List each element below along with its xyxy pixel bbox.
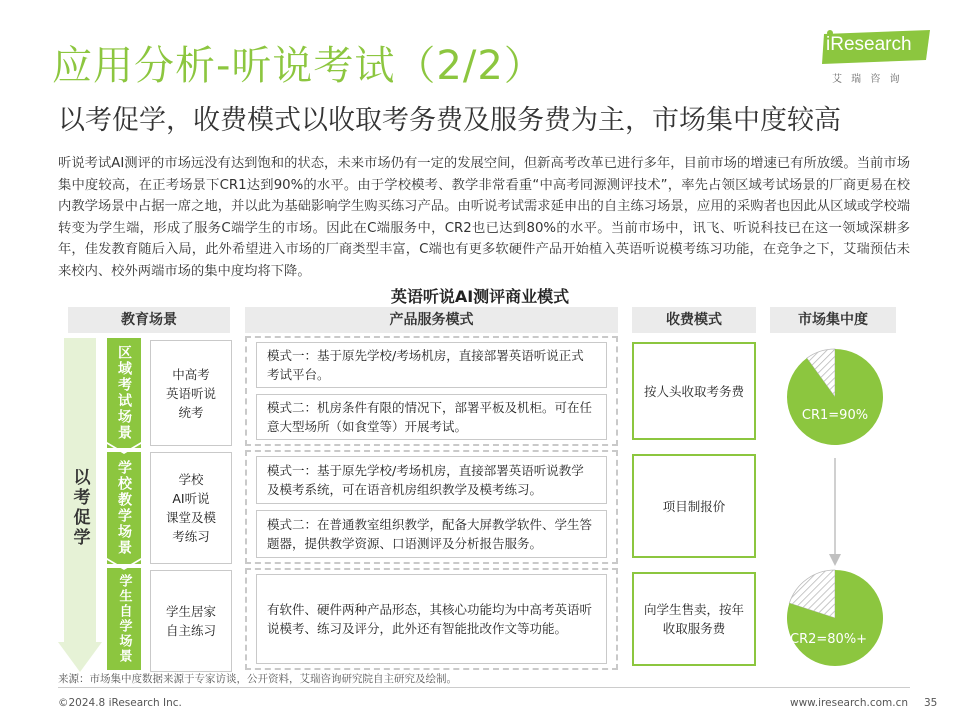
page-subtitle: 以考促学，收费模式以收取考务费及服务费为主，市场集中度较高	[58, 105, 841, 136]
page-title: 应用分析-听说考试（2/2）	[52, 43, 545, 89]
mode-exam-2-text: 模式二：机房条件有限的情况下，部署平板及机柜。可在任意大型场所（如食堂等）开展考试。	[267, 400, 593, 434]
scene-regional-exam: 区域考试场景	[107, 338, 141, 448]
copyright: ©2024.8 iResearch Inc.	[58, 697, 182, 709]
footer-divider	[58, 687, 910, 688]
scene-detail-school: 学校 AI听说 课堂及模 考练习	[150, 452, 232, 564]
logo-text: iResearch	[826, 34, 912, 55]
fee-self: 向学生售卖，按年收取服务费	[632, 572, 756, 666]
mode-exam-1-text: 模式一：基于原先学校/考场机房，直接部署英语听说正式考试平台。	[267, 348, 584, 382]
page-number: 35	[924, 697, 938, 709]
mode-exam-2	[256, 394, 607, 440]
pie-cr2-label: CR2=80%+	[790, 632, 868, 647]
iresearch-logo	[822, 30, 932, 88]
scene-chevron-icon	[107, 558, 141, 570]
scene-school-teaching: 学校教学场景	[107, 452, 141, 564]
source-note: 来源：市场集中度数据来源于专家访谈，公开资料，艾瑞咨询研究院自主研究及绘制。	[58, 673, 457, 685]
scene-student-self-study: 学生自学场景	[107, 568, 141, 670]
scene-detail-exam: 中高考 英语听说 统考	[150, 340, 232, 446]
fee-school: 项目制报价	[632, 454, 756, 558]
fee-exam: 按人头收取考务费	[632, 342, 756, 440]
mode-school-2-text: 模式二：在普通教室组织教学，配备大屏教学软件、学生答题器，提供教学资源、口语测评及分析报告服务。	[267, 517, 593, 551]
body-paragraph: 听说考试AI测评的市场远没有达到饱和的状态，未来市场仍有一定的发展空间，但新高考改革已进行多年，目前市场的增速已有所放缓。当前市场集中度较高，在正考场景下CR1达到90%的水平。由于学校模考、教学非常看重“中高考同源测评技术”，率先占领区域考试场景的厂商更易在校内教学场景中占据一席之地，并以此为基础影响学生购买练习产品。由听说考试需求延申出的自主练习场景，应用的采购者也因此从区域或学校端转变为学生端，形成了服务C端学生的市场。因此在C端服务中，CR2也已达到80%的水平。当前市场中，讯飞、听说科技已在这一领域深耕多年，佳发教育随后入局，此外希望进入市场的厂商类型丰富，C端也有更多软硬件产品开始植入英语听说模考练习功能，在竞争之下，艾瑞预估未来校内、校外两端市场的集中度均将下降。	[58, 156, 910, 279]
scene-chevron-icon	[107, 442, 141, 454]
pie-slice-share	[787, 349, 883, 445]
website: www.iresearch.com.cn	[790, 697, 909, 709]
left-arrow-text: 以考促学	[69, 468, 90, 548]
mode-school-1-text: 模式一：基于原先学校/考场机房，直接部署英语听说教学及模考系统，可在语音机房组织教学及模考练习。	[267, 463, 584, 497]
col-head-fee: 收费模式	[632, 307, 756, 333]
col-head-product: 产品服务模式	[245, 307, 618, 333]
mode-school-2	[256, 510, 607, 558]
diagram-title: 英语听说AI测评商业模式	[390, 287, 570, 306]
concentration-panel	[780, 340, 890, 670]
scene-detail-self: 学生居家 自主练习	[150, 570, 232, 672]
pie-cr1	[787, 349, 883, 445]
mode-school-1	[256, 456, 607, 504]
mode-exam-1	[256, 342, 607, 388]
pie-cr1-label: CR1=90%	[801, 408, 869, 423]
pie-cr2	[787, 570, 883, 666]
col-head-scene: 教育场景	[68, 307, 230, 333]
mode-self-text: 有软件、硬件两种产品形态，其核心功能均为中高考英语听说模考、练习及评分，此外还有智能批改作文等功能。	[267, 602, 593, 636]
mode-self	[256, 574, 607, 664]
logo-subtext: 艾 瑞 咨 询	[832, 74, 903, 85]
left-arrow-label	[64, 468, 96, 548]
col-head-concentration: 市场集中度	[770, 307, 896, 333]
